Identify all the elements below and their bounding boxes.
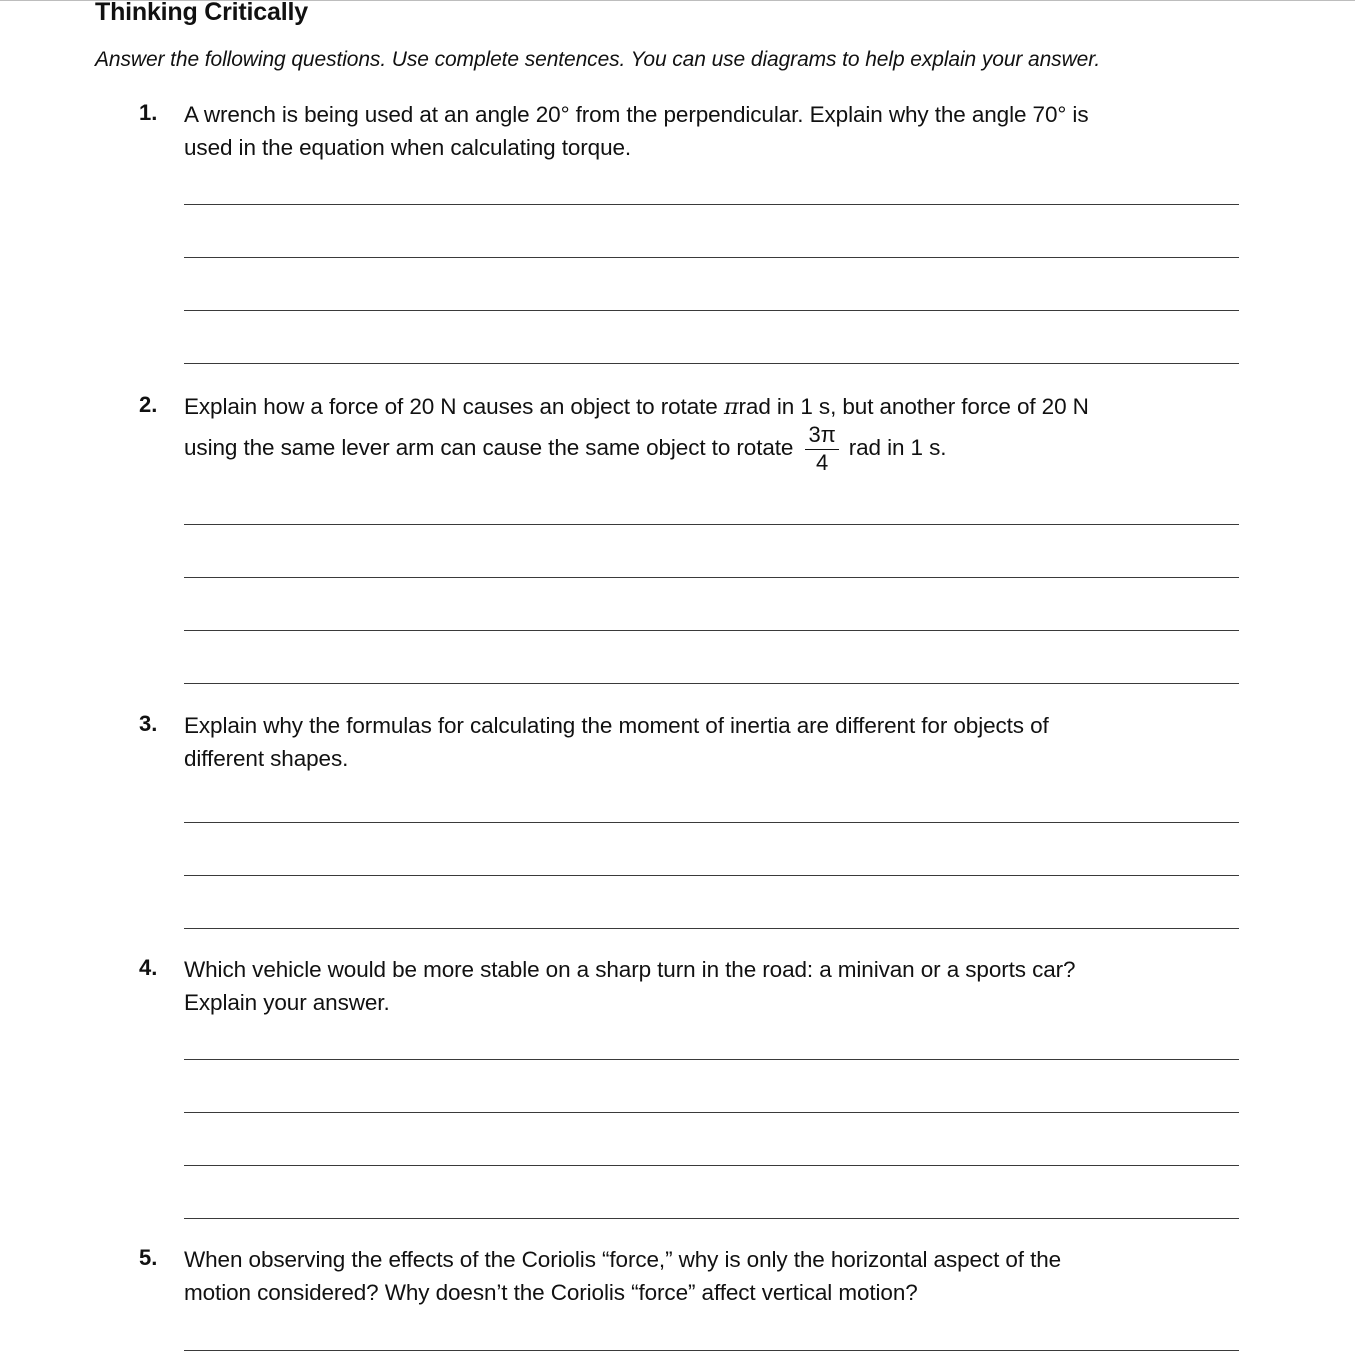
answer-line[interactable] (184, 257, 1239, 258)
question-number: 2. (139, 392, 158, 417)
question-text-line: Explain why the formulas for calculating the moment of inertia are different for objects of (184, 713, 1049, 738)
answer-line[interactable] (184, 1350, 1239, 1351)
answer-line[interactable] (184, 683, 1239, 684)
question-text (184, 953, 1075, 1019)
answer-line[interactable] (184, 204, 1239, 205)
answer-line[interactable] (184, 1218, 1239, 1219)
question-text-segment: Explain how a force of 20 N causes an object to rotate (184, 394, 718, 419)
answer-line[interactable] (184, 822, 1239, 823)
fraction (805, 424, 838, 474)
fraction-denominator: 4 (816, 450, 829, 475)
answer-line[interactable] (184, 577, 1239, 578)
answer-line[interactable] (184, 1059, 1239, 1060)
answer-line[interactable] (184, 630, 1239, 631)
question-number: 1. (139, 100, 158, 125)
question-text-line-2 (184, 424, 946, 474)
question-text-line: When observing the effects of the Coriolis “force,” why is only the horizontal aspect of the (184, 1247, 1062, 1272)
fraction-numerator: 3π (805, 424, 838, 450)
answer-line[interactable] (184, 310, 1239, 311)
question-text-line: different shapes. (184, 746, 349, 771)
question-text-segment: rad in 1 s. (848, 434, 947, 460)
question-number: 3. (139, 711, 158, 736)
question-text-line: Explain your answer. (184, 990, 390, 1015)
question-number: 5. (139, 1245, 158, 1270)
question-text (184, 709, 1049, 775)
question-text-segment: using the same lever arm can cause the same object to rotate (184, 434, 794, 460)
answer-line[interactable] (184, 875, 1239, 876)
answer-line[interactable] (184, 363, 1239, 364)
question-text-line: motion considered? Why doesn’t the Coriolis “force” affect vertical motion? (184, 1280, 918, 1305)
question-text (184, 390, 1089, 424)
answer-line[interactable] (184, 928, 1239, 929)
worksheet-title: Thinking Critically (95, 0, 308, 26)
question-text (184, 1243, 1061, 1309)
answer-line[interactable] (184, 1112, 1239, 1113)
question-text-segment: rad in 1 s, but another force of 20 N (738, 394, 1089, 419)
question-text-line: A wrench is being used at an angle 20° from the perpendicular. Explain why the angle 70° is (184, 102, 1089, 127)
answer-line[interactable] (184, 1165, 1239, 1166)
question-text-line: Which vehicle would be more stable on a sharp turn in the road: a minivan or a sports car? (184, 957, 1076, 982)
question-text-line: used in the equation when calculating torque. (184, 135, 632, 160)
pi-symbol: π (723, 394, 739, 420)
answer-line[interactable] (184, 524, 1239, 525)
worksheet-instructions: Answer the following questions. Use complete sentences. You can use diagrams to help explain your answer. (95, 48, 1101, 71)
question-text (184, 98, 1088, 164)
question-number: 4. (139, 955, 158, 980)
